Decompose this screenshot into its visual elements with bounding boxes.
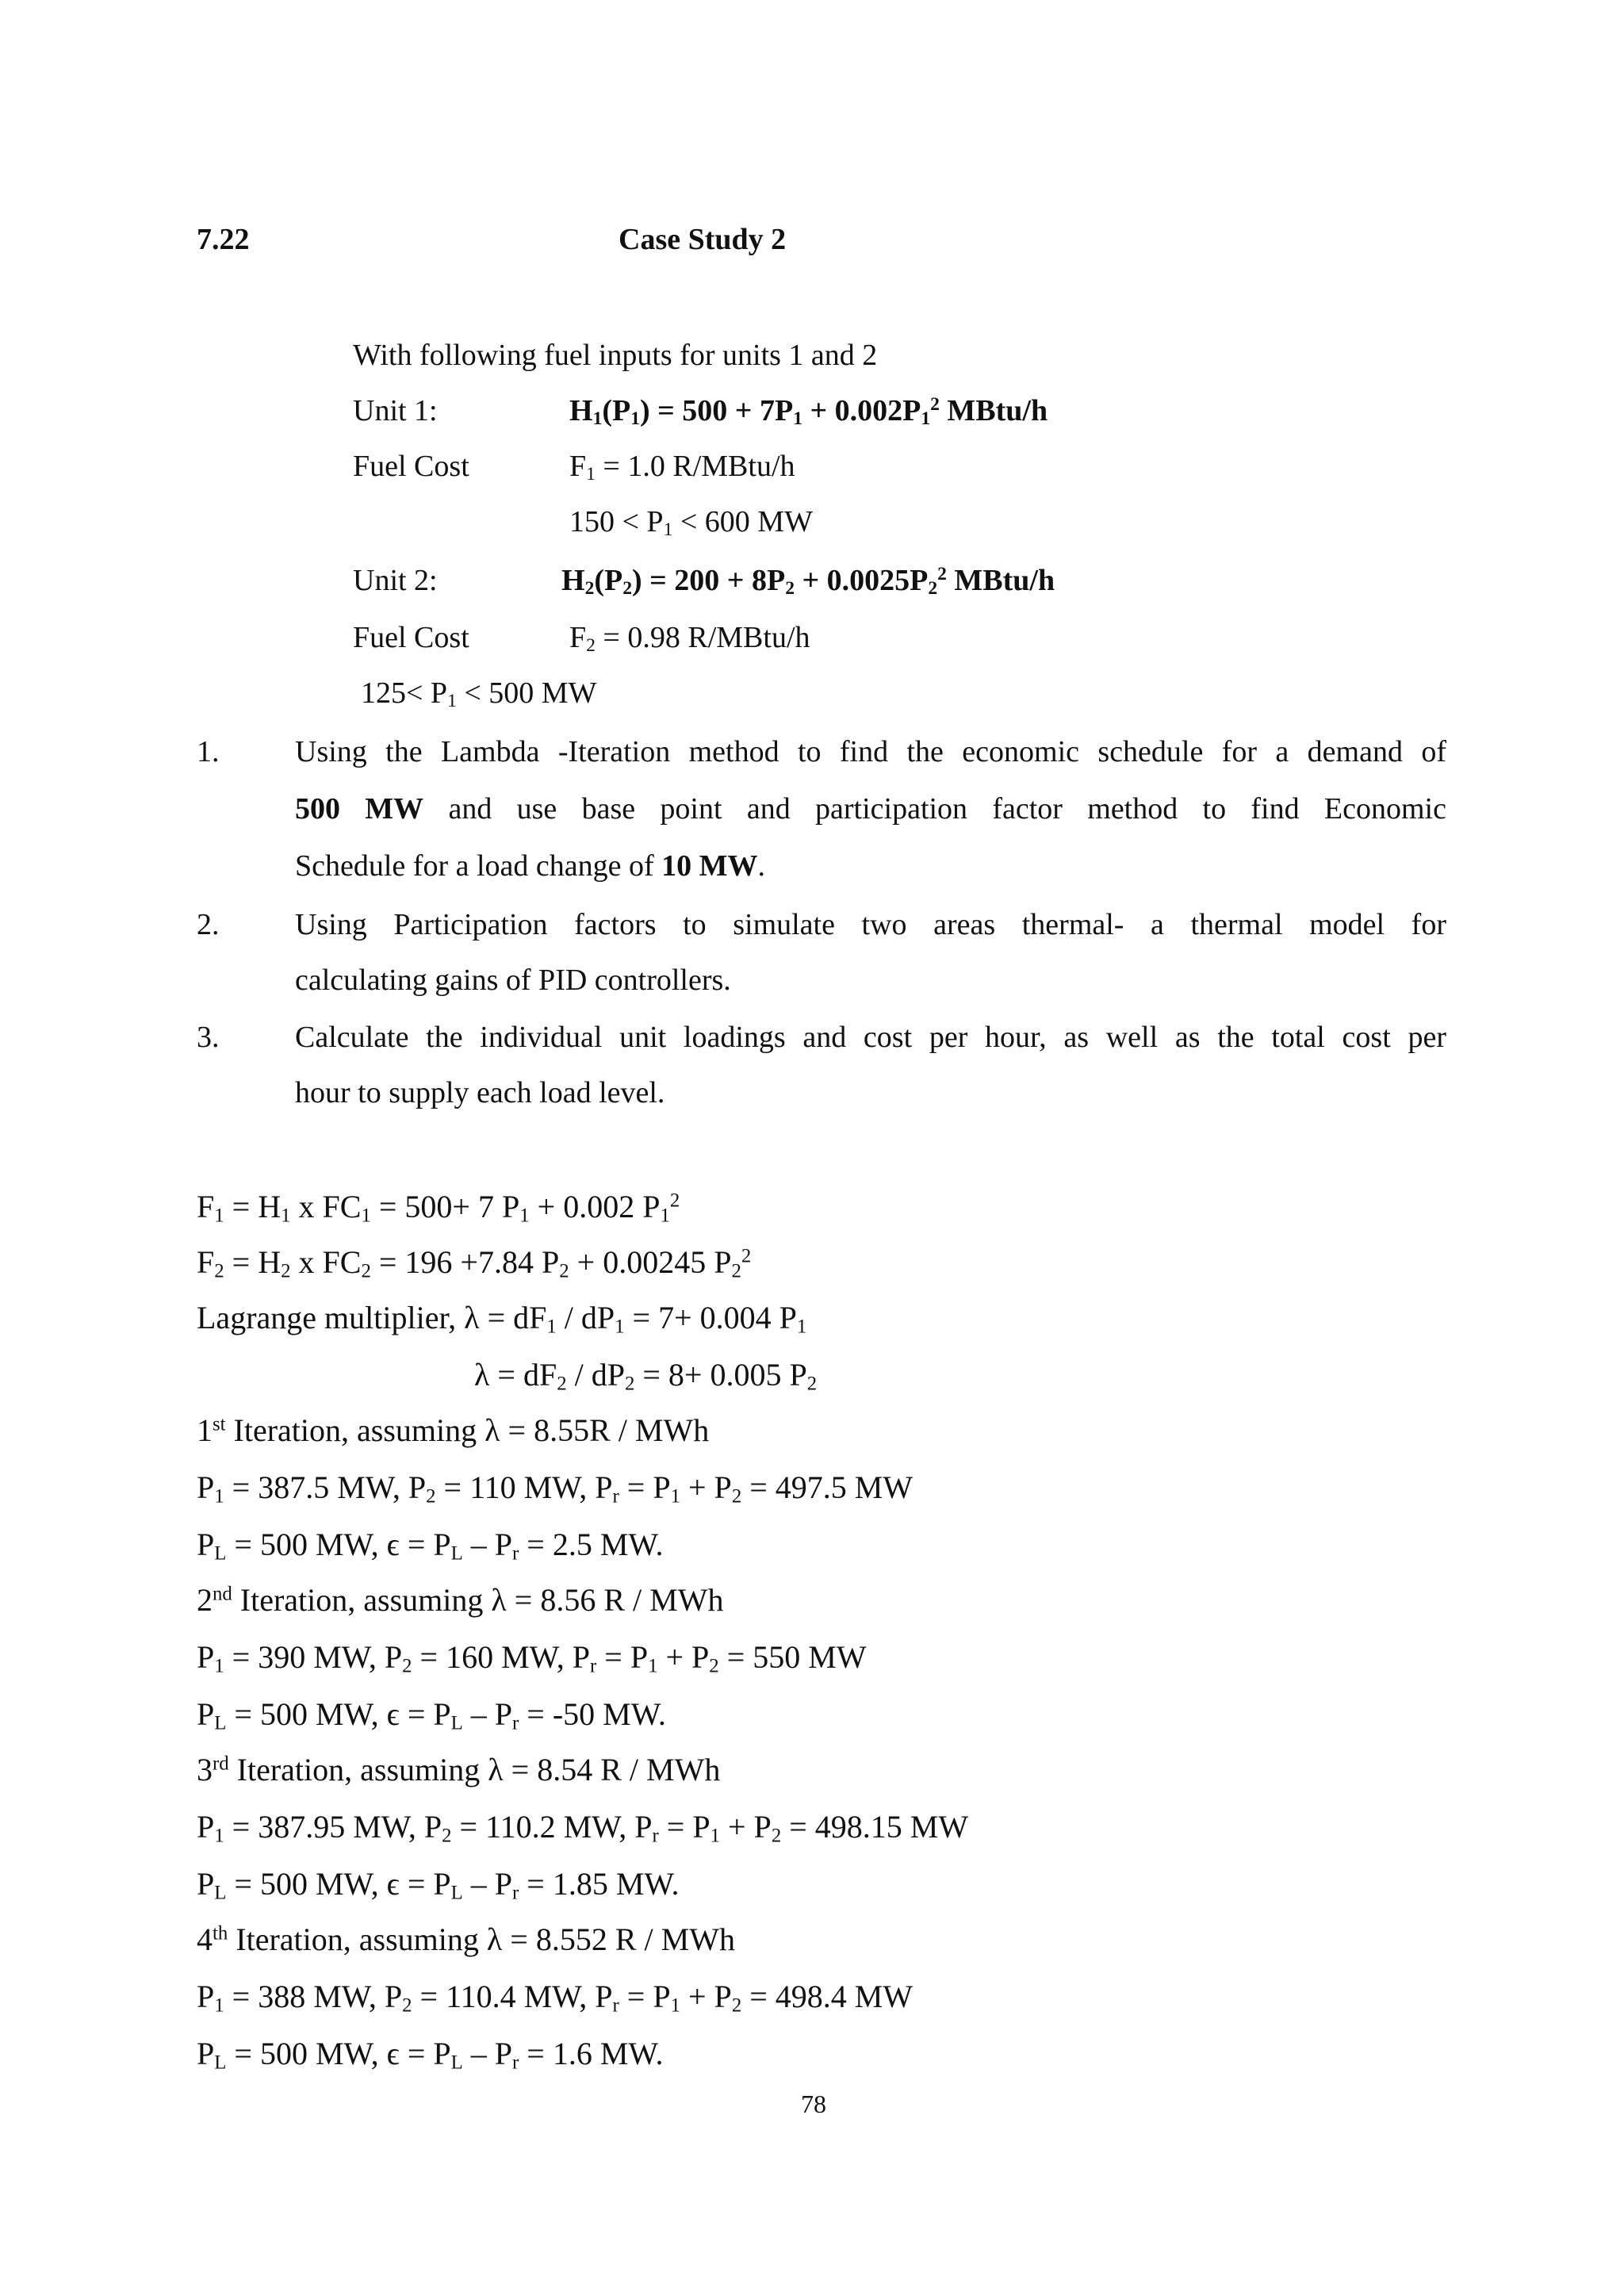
iteration-powers: $P_1 = 387.5$ MW, $P_2 = 110$ MW, $P_r = P_1 + P_2 = 497.5$ MW [197, 1469, 914, 1508]
unit1-label: Unit 1: [353, 394, 438, 427]
section-number: 7.22 [197, 223, 250, 256]
iteration-heading: 1st Iteration, assuming λ = 8.55R / MWh [197, 1412, 710, 1448]
iteration-heading: 3rd Iteration, assuming λ = 8.54 R / MWh [197, 1752, 721, 1787]
question-3-line-1: Calculate the individual unit loadings and cost per hour, as well as the total cost per [295, 1021, 1446, 1054]
question-1-line-3: Schedule for a load change of 10 MW. [295, 849, 766, 883]
iteration-powers: $P_1 = 390$ MW, $P_2 = 160$ MW, $P_r = P_1 + P_2 = 550$ MW [197, 1639, 867, 1677]
question-number: 1. [197, 735, 220, 768]
unit2-limits: $125< P_1 < 500$ MW [361, 676, 597, 712]
intro-text: With following fuel inputs for units 1 and 2 [353, 339, 878, 372]
question-2-line-1: Using Participation factors to simulate two areas thermal- a thermal model for [295, 908, 1446, 941]
iteration-error: $P_L = 500$ MW, $\epsilon = P_L - P_r = 2.5$ MW. [197, 1527, 664, 1565]
iteration-powers: $P_1 = 387.95$ MW, $P_2 = 110.2$ MW, $P_r = P_1 + P_2 = 498.15$ MW [197, 1809, 969, 1847]
question-number: 2. [197, 908, 220, 941]
question-1-line-2: 500 MW and use base point and participation factor method to find Economic [295, 792, 1446, 826]
unit2-fuel-label: Fuel Cost [353, 621, 469, 654]
iteration-heading: 2nd Iteration, assuming λ = 8.56 R / MWh [197, 1582, 724, 1618]
section-title: Case Study 2 [619, 223, 787, 256]
question-3-line-2: hour to supply each load level. [295, 1076, 665, 1109]
iteration-error: $P_L = 500$ MW, $\epsilon = P_L - P_r = -50$ MW. [197, 1696, 666, 1734]
question-2-line-2: calculating gains of PID controllers. [295, 964, 731, 997]
iteration-powers: $P_1 = 388$ MW, $P_2 = 110.4$ MW, $P_r = P_1 + P_2 = 498.4$ MW [197, 1979, 914, 2017]
unit2-label: Unit 2: [353, 564, 438, 597]
question-1-line-1: Using the Lambda -Iteration method to find the economic schedule for a demand of [295, 735, 1446, 768]
iteration-heading: 4th Iteration, assuming λ = 8.552 R / MWh [197, 1921, 735, 1957]
unit2-heat-equation: $H_2(P_2) = 200 + 8P_2 + 0.0025P_2^2$ MBtu/h [561, 564, 1055, 600]
unit1-heat-equation: $H_1(P_1) = 500 + 7P_1 + 0.002P_1^2$ MBtu/h [569, 394, 1048, 430]
iteration-error: $P_L = 500$ MW, $\epsilon = P_L - P_r = 1.6$ MW. [197, 2036, 664, 2074]
unit1-fuel-cost: $F_1 = 1.0$ R/MBtu/h [569, 450, 795, 485]
page-number: 78 [801, 2090, 826, 2118]
unit2-fuel-cost: $F_2 = 0.98$ R/MBtu/h [569, 621, 810, 657]
lagrange-multiplier-1: Lagrange multiplier, $\lambda = dF_1 / dP_1 = 7+ 0.004$ $P_1$ [197, 1300, 807, 1338]
unit1-limits: $150 < P_1 < 600$ MW [569, 505, 813, 541]
question-number: 3. [197, 1021, 220, 1054]
fuel-cost-equation-1: $F_1 = H_1$ x $FC_1 = 500+ 7$ $P_1 + 0.002$ $P_1^2$ [197, 1189, 680, 1227]
fuel-cost-equation-2: $F_2 = H_2$ x $FC_2 = 196 +7.84$ $P_2 + 0.00245$ $P_2^2$ [197, 1244, 752, 1282]
unit1-fuel-label: Fuel Cost [353, 450, 469, 483]
iteration-error: $P_L = 500$ MW, $\epsilon = P_L - P_r = 1.85$ MW. [197, 1866, 680, 1904]
lagrange-multiplier-2: $\lambda = dF_2 / dP_2 = 8+ 0.005$ $P_2$ [474, 1357, 818, 1395]
